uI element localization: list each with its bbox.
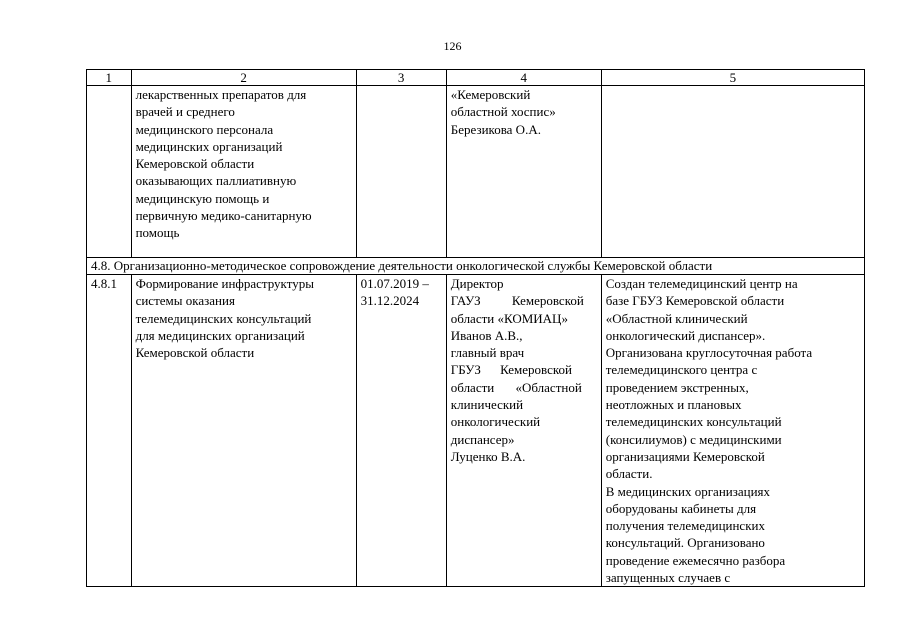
text-line: медицинского персонала	[135, 121, 274, 137]
text-line: 31.12.2024	[360, 293, 420, 309]
text-line: «Кемеровский	[450, 87, 531, 102]
text-line: области «КОМИАЦ»	[450, 310, 568, 326]
table-row-continued	[87, 86, 865, 258]
section-heading: 4.8. Организационно-методическое сопровождение деятельности онкологической службы Кемеровской области	[87, 258, 865, 275]
text-line: Организована круглосуточная работа	[605, 345, 813, 361]
cell-item-number: 4.8.1	[87, 275, 132, 587]
text-line: телемедицинского центра с	[605, 362, 758, 378]
text-line: области «Областной	[450, 379, 582, 395]
text-line: областной хоспис»	[450, 104, 556, 120]
cell-responsible	[446, 275, 601, 587]
text-line: ГБУЗ Кемеровской	[450, 362, 572, 378]
text-line: врачей и среднего	[135, 104, 235, 120]
text-line: лекарственных препаратов для	[135, 87, 307, 102]
text-line: консультаций. Организовано	[605, 535, 765, 551]
table-row-4-8-1	[87, 275, 865, 587]
header-cell-2: 2	[131, 70, 356, 86]
cell-result	[601, 275, 864, 587]
cell-measure	[131, 275, 356, 587]
text-line: запущенных случаев с	[605, 570, 731, 586]
text-line: Луценко В.А.	[450, 448, 526, 464]
text-line: «Областной клинический	[605, 310, 748, 326]
text-line: организациями Кемеровской	[605, 448, 765, 464]
text-line: Березикова О.А.	[450, 121, 541, 137]
text-line: первичную медико-санитарную	[135, 208, 312, 224]
text-line: В медицинских организациях	[605, 483, 771, 499]
text-line: Кемеровской области	[135, 156, 255, 172]
text-line: медицинских организаций	[135, 138, 283, 154]
text-line: Кемеровской области	[135, 345, 255, 361]
text-line: ГАУЗ Кемеровской	[450, 293, 584, 309]
cell-num-empty	[87, 86, 132, 258]
text-line: оборудованы кабинеты для	[605, 500, 757, 516]
table-header-row	[87, 70, 865, 86]
cell-result-empty	[601, 86, 864, 258]
cell-measure-continued	[131, 86, 356, 258]
header-cell-4: 4	[446, 70, 601, 86]
text-line: Формирование инфраструктуры	[135, 276, 314, 291]
header-cell-1: 1	[87, 70, 132, 86]
cell-dates	[356, 275, 446, 587]
text-line: получения телемедицинских	[605, 518, 765, 534]
text-line: Директор	[450, 276, 504, 291]
section-row	[87, 258, 865, 275]
text-line: Иванов А.В.,	[450, 327, 523, 343]
text-line: диспансер»	[450, 431, 515, 447]
text-line: системы оказания	[135, 293, 235, 309]
header-cell-5: 5	[601, 70, 864, 86]
text-line: 01.07.2019 –	[360, 276, 429, 291]
text-line: области.	[605, 466, 653, 482]
text-line: базе ГБУЗ Кемеровской области	[605, 293, 785, 309]
text-line: помощь	[135, 225, 180, 241]
text-line: онкологический	[450, 414, 541, 430]
text-line: (консилиумов) с медицинскими	[605, 431, 782, 447]
header-cell-3: 3	[356, 70, 446, 86]
text-line: главный врач	[450, 345, 525, 361]
cell-responsible-continued	[446, 86, 601, 258]
text-line: проведением экстренных,	[605, 379, 749, 395]
text-line: медицинскую помощь и	[135, 190, 270, 206]
plan-table	[86, 69, 865, 587]
page-number: 126	[443, 39, 462, 53]
text-line: для медицинских организаций	[135, 327, 305, 343]
text-line: проведение ежемесячно разбора	[605, 552, 786, 568]
text-line: клинический	[450, 397, 524, 413]
text-line: телемедицинских консультаций	[135, 310, 312, 326]
text-line: онкологический диспансер».	[605, 327, 766, 343]
text-line: неотложных и плановых	[605, 397, 742, 413]
cell-dates-empty	[356, 86, 446, 258]
text-line: оказывающих паллиативную	[135, 173, 297, 189]
text-line: Создан телемедицинский центр на	[605, 276, 798, 291]
text-line: телемедицинских консультаций	[605, 414, 782, 430]
